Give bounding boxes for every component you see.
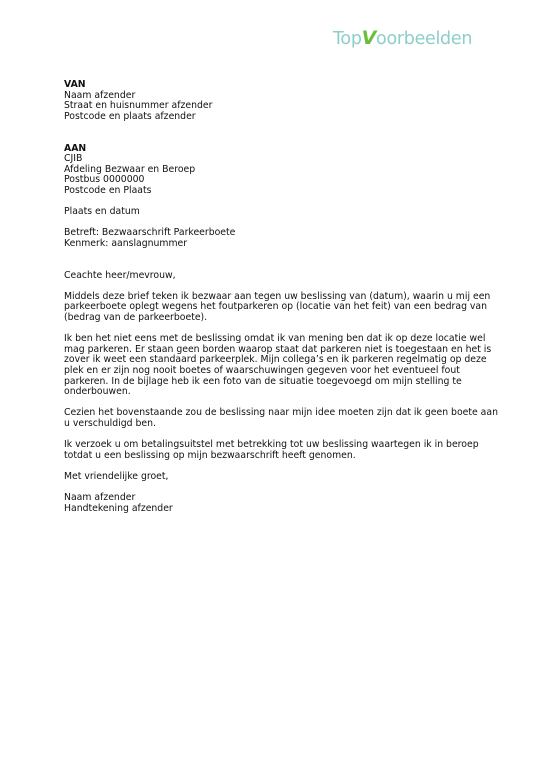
signature-line: Handtekening afzender [64, 502, 173, 514]
place-and-date: Plaats en datum [64, 206, 140, 218]
subject-line: Betreft: Bezwaarschrift Parkeerboete [64, 227, 236, 239]
signature-name: Naam afzender [64, 492, 136, 504]
sender-name: Naam afzender [64, 89, 136, 101]
paragraph-payment-deferral [64, 440, 484, 461]
sender-heading: VAN [64, 79, 86, 90]
paragraph-line: totdat u een beslissing op mijn bezwaarschrift heeft genomen. [64, 449, 356, 461]
paragraph-objection [64, 290, 491, 324]
recipient-heading: AAN [64, 142, 87, 154]
logo-text-part2: oorbeelden [376, 29, 473, 49]
paragraph-line: u verschuldigd ben. [64, 418, 156, 429]
sender-street: Straat en huisnummer afzender [64, 100, 213, 112]
paragraph-line: mag parkeren. Er staan geen borden waarop staat dat parkeren niet is toegestaan en het is [64, 343, 492, 355]
paragraph-line: Cezien het bovenstaande zou de beslissing naar mijn idee moeten zijn dat ik geen boete aan [64, 407, 498, 419]
paragraph-line: plek en er zijn nog nooit boetes of waarschuwingen gegeven voor het eventueel fout [64, 365, 460, 377]
reference-line: Kenmerk: aanslagnummer [64, 237, 188, 249]
paragraph-line: (bedrag van de parkeerboete). [64, 312, 208, 324]
paragraph-conclusion [64, 407, 498, 429]
logo-v-letter: V [361, 27, 377, 49]
recipient-postcode: Postcode en Plaats [64, 184, 152, 196]
recipient-name: CJIB [64, 153, 83, 165]
paragraph-line: parkeerboete oplegt wegens het foutparkeren op (locatie van het feit) van een bedrag van [64, 301, 488, 313]
paragraph-line: Middels deze brief teken ik bezwaar aan tegen uw beslissing van (datum), waarin u mij een [64, 290, 491, 302]
paragraph-line: parkeren. In de bijlage heb ik een foto van de situatie toegevoegd om mijn stelling te [64, 375, 462, 387]
paragraph-reasoning [64, 333, 492, 398]
paragraph-line: Ik verzoek u om betalingsuitstel met betrekking tot uw beslissing waartegen ik in beroep [64, 439, 479, 451]
paragraph-line: Ik ben het niet eens met de beslissing omdat ik van mening ben dat ik op deze locatie wel [64, 333, 486, 345]
paragraph-line: zover ik weet een standaard parkeerplek. Mijn collega’s en ik parkeren regelmatig op deze [64, 354, 487, 366]
paragraph-line: onderbouwen. [64, 386, 131, 398]
sender-postcode: Postcode en plaats afzender [64, 110, 196, 122]
closing: Met vriendelijke groet, [64, 470, 169, 482]
topvoorbeelden-logo [333, 27, 472, 49]
logo-text-part1: Top [333, 29, 362, 49]
recipient-department: Afdeling Bezwaar en Beroep [64, 163, 196, 175]
salutation: Ceachte heer/mevrouw, [64, 269, 176, 281]
recipient-postbus: Postbus 0000000 [64, 174, 145, 186]
letter-body [64, 79, 498, 514]
